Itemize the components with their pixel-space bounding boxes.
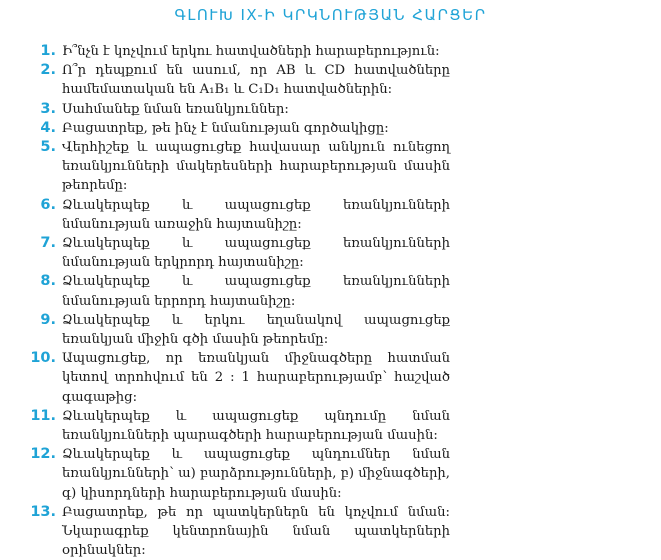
question-number: 4. bbox=[40, 119, 56, 136]
question-list bbox=[30, 42, 450, 560]
question-text: Ձևակերպեք և ապացուցեք պնդումներ նման եռանկյունների՝ ա) բարձրությունների, բ) միջնագծերի, գ) կիսորդների հարաբերության մասին: bbox=[62, 447, 450, 501]
question-number: 5. bbox=[40, 139, 56, 156]
question-item bbox=[30, 138, 450, 196]
question-text: Ձևակերպեք և ապացուցեք եռանկյունների նմանության երրորդ հայտանիշը: bbox=[62, 274, 450, 309]
question-item bbox=[30, 503, 450, 560]
question-number: 2. bbox=[40, 62, 56, 79]
question-text: Բացատրեք, թե ինչ է նմանության գործակիցը: bbox=[62, 120, 389, 136]
question-number: 12. bbox=[30, 446, 56, 463]
question-item bbox=[30, 272, 450, 310]
question-text: Սահմանեք նման եռանկյուններ: bbox=[62, 101, 289, 117]
question-text: Ո՞ր դեպքում են ասում, որ AB և CD հատվածները համեմատական են A₁B₁ և C₁D₁ հատվածներին: bbox=[62, 63, 450, 98]
question-number: 7. bbox=[40, 235, 56, 252]
question-item bbox=[30, 196, 450, 234]
question-text: Ձևակերպեք և ապացուցեք պնդումը նման եռանկյունների պարագծերի հարաբերության մասին: bbox=[62, 408, 450, 444]
question-text: Բացատրեք, թե որ պատկերներն են կոչվում նման: Նկարագրեք կենտրոնային նման պատկերների օրինակներ: bbox=[62, 504, 450, 559]
question-number: 13. bbox=[30, 503, 56, 520]
question-number: 10. bbox=[30, 350, 56, 367]
question-number: 8. bbox=[40, 273, 56, 290]
question-number: 11. bbox=[30, 407, 56, 424]
chapter-review-title: ԳԼՈՒԽ IX-Ի ԿՐԿՆՈՒԹՅԱՆ ՀԱՐՑԵՐ bbox=[174, 6, 487, 24]
question-number: 3. bbox=[40, 100, 56, 117]
question-text: Վերհիշեք և ապացուցեք հավասար անկյուն ունեցող եռանկյունների մակերեսների հարաբերության մասին թեորեմը: bbox=[62, 140, 450, 194]
question-item bbox=[30, 445, 450, 503]
question-item bbox=[30, 311, 450, 349]
question-item bbox=[30, 119, 450, 138]
question-text: Ապացուցեք, որ եռանկյան միջնագծերը հատման կետով տրոհվում են 2 : 1 հարաբերությամբ՝ հաշված գագաթից: bbox=[62, 351, 450, 405]
question-item bbox=[30, 407, 450, 445]
question-text: Ձևակերպեք և ապացուցեք եռանկյունների նմանության առաջին հայտանիշը: bbox=[62, 197, 450, 232]
question-number: 1. bbox=[40, 43, 56, 59]
question-number: 6. bbox=[40, 196, 56, 213]
question-text: Ի՞նչն է կոչվում երկու հատվածների հարաբերություն: bbox=[62, 44, 440, 59]
question-item bbox=[30, 42, 450, 61]
question-number: 9. bbox=[40, 311, 56, 328]
question-item bbox=[30, 61, 450, 99]
question-item bbox=[30, 349, 450, 407]
question-text: Ձևակերպեք և երկու եղանակով ապացուցեք եռանկյան միջին գծի մասին թեորեմը: bbox=[62, 312, 450, 348]
question-text: Ձևակերպեք և ապացուցեք եռանկյունների նմանության երկրորդ հայտանիշը: bbox=[62, 236, 450, 271]
question-item bbox=[30, 234, 450, 272]
question-item bbox=[30, 100, 450, 119]
